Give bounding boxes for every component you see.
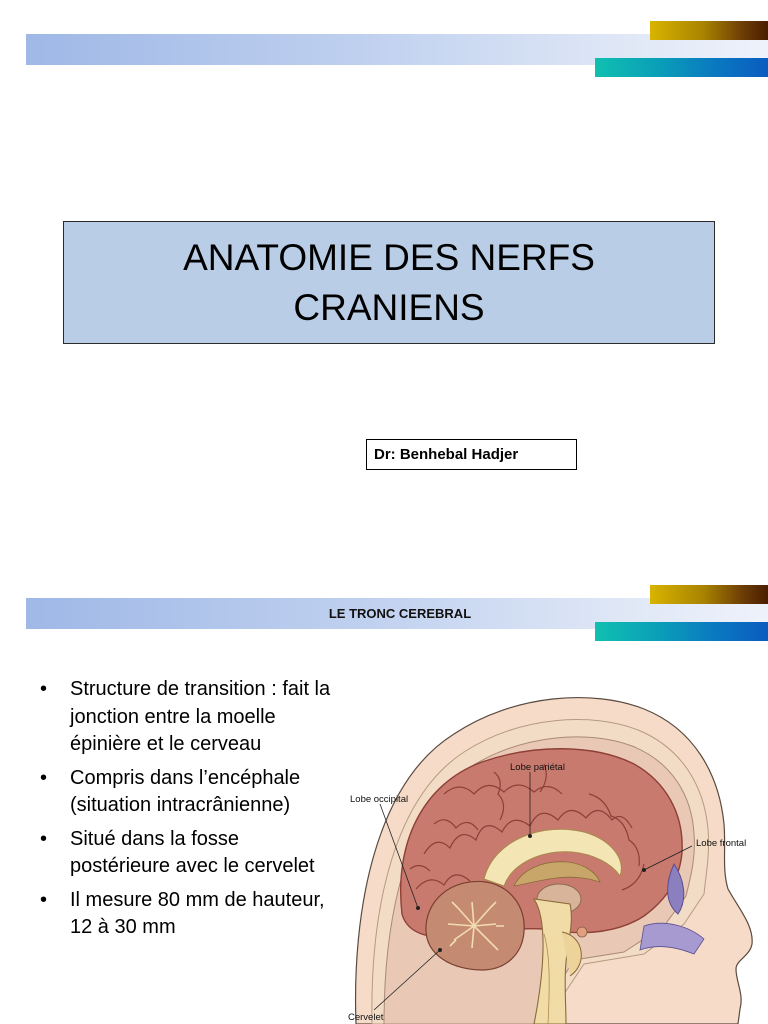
- bullet-text: Situé dans la fosse postérieure avec le cervelet: [70, 827, 315, 877]
- pituitary: [577, 927, 587, 937]
- author-box: Dr: Benhebal Hadjer: [366, 439, 577, 470]
- label-lobe-parietal: Lobe pariétal: [510, 762, 565, 773]
- bullet-text: Structure de transition : fait la jonction entre la moelle épinière et le cerveau: [70, 678, 331, 755]
- title-box: [63, 221, 715, 344]
- brain-illustration-svg: [344, 664, 768, 1024]
- list-item: [40, 826, 340, 881]
- slide-title-text: [139, 233, 639, 333]
- title-line-2: CRANIENS: [293, 286, 485, 328]
- title-line-1: ANATOMIE DES NERFS: [183, 236, 595, 278]
- bullet-icon: •: [40, 827, 48, 850]
- bullet-text: Il mesure 80 mm de hauteur, 12 à 30 mm: [70, 888, 325, 938]
- brain-sagittal-illustration: [344, 664, 768, 1024]
- slide-header-title: LE TRONC CEREBRAL: [328, 606, 472, 621]
- teal-accent-bar: [595, 58, 768, 77]
- bullet-icon: •: [40, 888, 48, 911]
- label-lobe-occipital: Lobe occipital: [350, 794, 409, 805]
- bullet-icon: •: [40, 766, 48, 789]
- bullet-icon: •: [40, 678, 48, 700]
- list-item: [40, 887, 340, 942]
- label-lobe-frontal: Lobe frontal: [696, 838, 747, 849]
- list-item: [40, 676, 340, 759]
- teal-accent-bar: [595, 622, 768, 641]
- label-cerebellum: Cervelet: [348, 1012, 384, 1023]
- slide-brainstem: [0, 580, 768, 1024]
- gold-accent-bar: [650, 21, 768, 40]
- bullet-list: [40, 676, 340, 948]
- gold-accent-bar: [650, 585, 768, 604]
- list-item: [40, 765, 340, 820]
- bullet-text: Compris dans l’encéphale (situation intracrânienne): [70, 766, 301, 816]
